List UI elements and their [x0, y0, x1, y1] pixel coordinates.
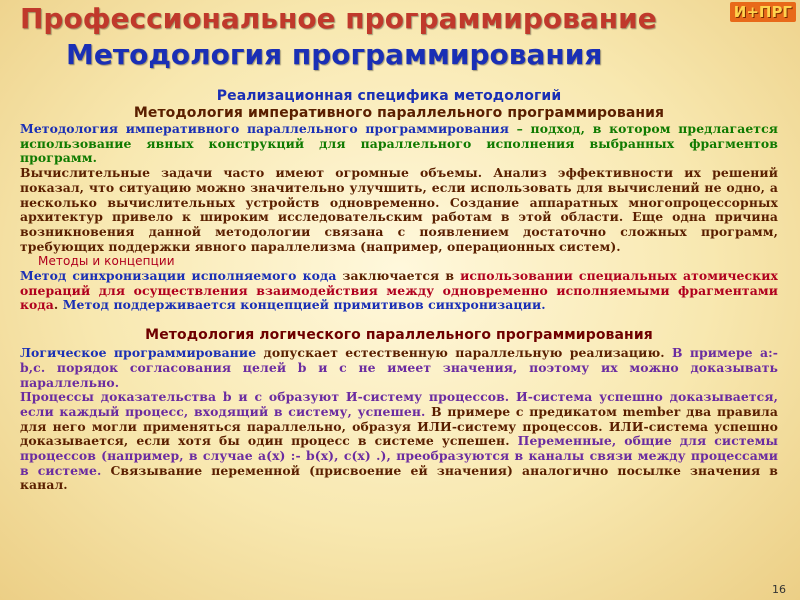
logical-example: В примере a:- b,c. порядок согласования целей b и c не имеет значения, поэтому их можно доказывать параллельно. — [20, 345, 778, 390]
sync-method-paragraph — [20, 269, 778, 313]
binding-text: Связывание переменной (присвоение ей значения) аналогично посылке значения в канал. — [20, 462, 778, 493]
slide-content — [20, 88, 778, 493]
section-heading: Реализационная специфика методологий — [216, 88, 562, 104]
logical-term: Логическое программирование — [20, 345, 257, 361]
imperative-definition-text: – подход, в котором предлагается использование явных конструкций для параллельного исполнения выбранных фрагментов программ. — [20, 121, 778, 166]
imperative-term: Методология императивного параллельного программирования — [20, 121, 509, 136]
sync-method-description: использовании специальных атомических операций для осуществления взаимодействия между одновременно исполняемыми фрагментами кода — [20, 268, 779, 313]
logical-intro-text: допускает естественную параллельную реализацию. — [256, 345, 672, 361]
logical-heading: Методология логического параллельного программирования — [145, 327, 653, 344]
imperative-definition — [20, 122, 778, 166]
shared-variables-text: Переменные, общие для системы процессов (например, в случае a(x) :- b(x), c(x) .), преобразуются в каналы связи между процессами в системе. — [20, 433, 778, 478]
page-number: 16 — [772, 583, 786, 596]
and-system-text: Процессы доказательства b и c образуют И-систему процессов. И-система успешно доказывается, если каждый процесс, входящий в систему, успешен. — [20, 389, 778, 419]
sync-method-period: . — [53, 297, 63, 313]
logical-intro — [20, 346, 778, 390]
logical-systems — [20, 390, 778, 493]
imperative-motivation: Вычислительные задачи часто имеют огромные объемы. Анализ эффективности их решений показал, что ситуацию можно значительно улучшить, если использовать для вычислений не одно, а несколько вычислительных устройств одновременно. Создание аппаратных многопроцессорных архитектур привело к широким исследовательским работам в этой области. Еще одна причина возникновения данной методологии связана с появлением достаточно сложных программ, требующих поддержки явного параллелизма (например, операционных систем). — [20, 165, 778, 254]
sync-primitives-note: Метод поддерживается концепцией примитивов синхронизации. — [62, 297, 546, 313]
or-system-text: В примере с предикатом member два правила для него могли применяться параллельно, образуя ИЛИ-систему процессов. ИЛИ-система успешно доказывается, если хотя бы один процесс в системе успешен. — [20, 403, 778, 449]
sync-method-connector: заключается в — [336, 268, 461, 284]
slide-title: Профессиональное программирование — [20, 2, 657, 35]
sync-method-term: Метод синхронизации исполняемого кода — [20, 268, 337, 284]
section-subheading: Методология императивного параллельного программирования — [133, 105, 665, 121]
course-badge: И+ПРГ — [730, 2, 796, 22]
methods-heading: Методы и концепции — [38, 254, 175, 269]
slide-subtitle: Методология программирования — [66, 38, 603, 71]
